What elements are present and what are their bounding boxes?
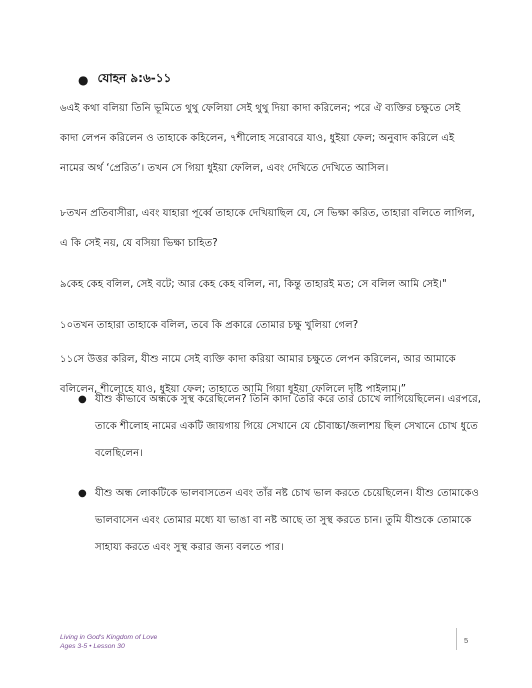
list-item-text: যীশু কীভাবে অন্ধকে সুস্থ করেছিলেন? তিনি কাদা তৈরি করে তার চোখে লাগিয়েছিলেন। এরপরে, তাকে শীলোহ নামের একটি জায়গায় গিয়ে সেখানে যে চৌবাচ্চা/জলাশয় ছিল সেখানে চোখ ধুতে বলেছিলেন। [95,394,481,459]
scripture-heading [78,70,171,90]
verse-paragraph-10: ১০তখন তাহারা তাহাকে বলিল, তবে কি প্রকারে তোমার চক্ষু খুলিয়া গেল? [60,320,359,331]
footer-course-info [60,633,157,651]
page-number: 5 [464,636,469,645]
bullet-icon: ● [78,488,87,499]
scripture-reference: যোহন ৯:৬-১১ [97,71,172,85]
verse-paragraph-11: ১১সে উত্তর করিল, যীশু নামে সেই ব্যক্তি কাদা করিয়া আমার চক্ষুতে লেপন করিলেন, আর আমাকে বলিলেন, শীলোহে যাও, ধুইয়া ফেল; তাহাতে আমি গিয়া ধুইয়া ফেলিলে দৃষ্টি পাইলাম।” [60,354,456,395]
footer-title: Living in God's Kingdom of Love [60,634,158,641]
verse-paragraph-9: ৯কেহ কেহ বলিল, সেই বটে; আর কেহ কেহ বলিল, না, কিন্তু তাহারই মত; সে বলিল আমি সেই।" [60,279,447,290]
verse-paragraph-6-7: ৬এই কথা বলিয়া তিনি ভূমিতে থুথু ফেলিয়া সেই থুথু দিয়া কাদা করিলেন; পরে ঐ ব্যক্তির চক্ষুতে সেই কাদা লেপন করিলেন ও তাহাকে কহিলেন, ৭শীলোহ সরোবরে যাও, ধুইয়া ফেল; অনুবাদ করিলে এই নামের অর্থ ‘প্রেরিত’। তখন সে গিয়া ধুইয়া ফেলিল, এবং দেখিতে দেখিতে আসিল। [60,103,461,174]
footer-divider [456,628,457,650]
list-item [78,386,482,467]
list-item-text: যীশু অন্ধ লোকটিকে ভালবাসতেন এবং তাঁর নষ্ট চোখ ভাল করতে চেয়েছিলেন। যীশু তোমাকেও ভালবাসেন এবং তোমার মধ্যে যা ভাঙা বা নষ্ট আছে তা সুস্থ করতে চান। তুমি যীশুকে তোমাকে সাহায্য করতে এবং সুস্থ করার জন্য বলতে পার। [95,488,480,553]
footer-lesson: Ages 3-5 • Lesson 30 [60,643,125,650]
bullet-icon: ● [78,73,89,87]
bullet-icon: ● [78,394,87,405]
discussion-list [78,386,482,574]
verse-paragraph-8: ৮তখন প্রতিবাসীরা, এবং যাহারা পূর্ব্বে তাহাকে দেখিয়াছিল যে, সে ভিক্ষা করিত, তাহারা বলিতে লাগিল, এ কি সেই নয়, যে বসিয়া ভিক্ষা চাহিত? [60,208,475,249]
list-item [78,480,482,561]
